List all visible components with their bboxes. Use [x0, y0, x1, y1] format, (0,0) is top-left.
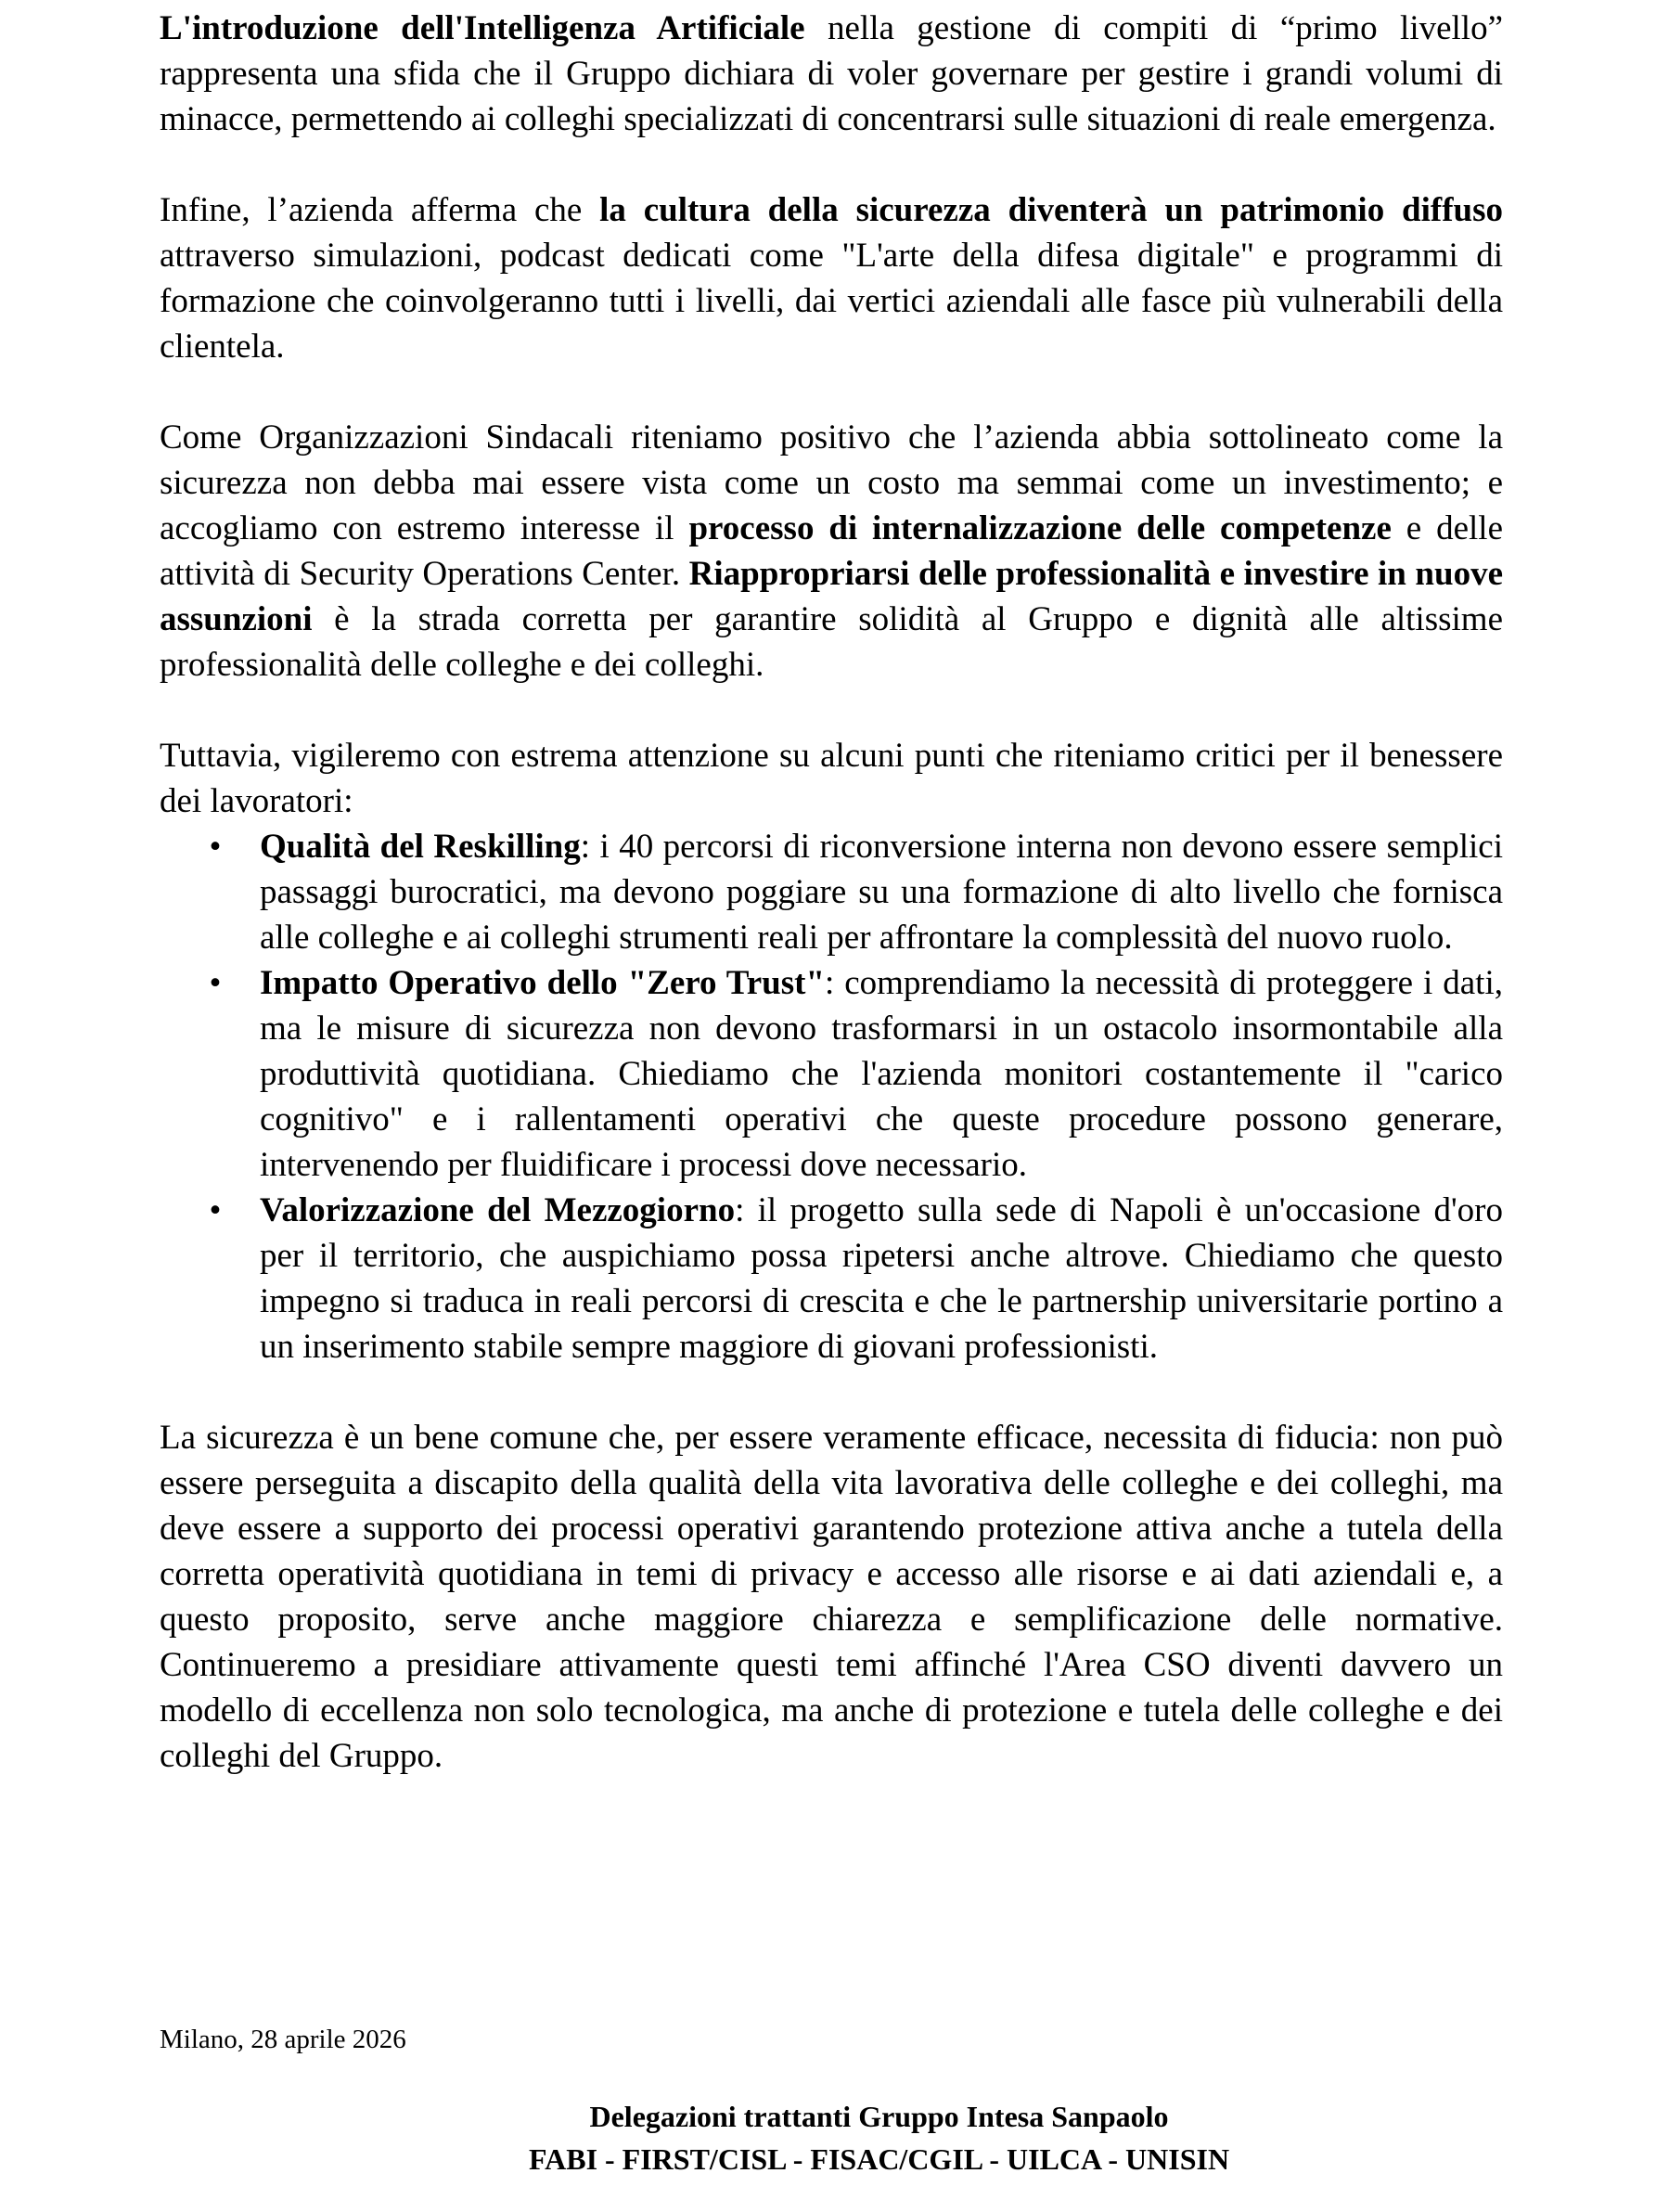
paragraph-text: Come Organizzazioni Sindacali riteniamo positivo che l’azienda abbia sottolineato come la sicurezza non debba mai essere vista come un costo ma semmai come un investimento; e accogliamo con estremo interesse il [160, 418, 1503, 547]
bold-phrase: la cultura della sicurezza diventerà un patrimonio diffuso [599, 191, 1503, 229]
list-item-text: : il progetto sulla sede di Napoli è un'occasione d'oro per il territorio, che auspichiamo possa ripetersi anche altrove. Chiediamo che questo impegno si traduca in reali percorsi di crescita e che le partnership universitarie portino a un inserimento stabile sempre maggiore di giovani professionisti. [260, 1191, 1503, 1366]
bullet-icon: • [209, 964, 222, 1002]
paragraph-text: La sicurezza è un bene comune che, per essere veramente efficace, necessita di fiducia: non può essere perseguita a discapito della qualità della vita lavorativa delle colleghe e dei colleghi, ma deve essere a supporto dei processi operativi garantendo protezione attiva anche a tutela della corretta operatività quotidiana in temi di privacy e accesso alle risorse e ai dati aziendali e, a questo proposito, serve anche maggiore chiarezza e semplificazione delle normative. Continueremo a presidiare attivamente questi temi affinché l'Area CSO diventi davvero un modello di eccellenza non solo tecnologica, ma anche di protezione e tutela delle colleghe e dei colleghi del Gruppo. [160, 1419, 1503, 1775]
signature-delegations: Delegazioni trattanti Gruppo Intesa Sanpaolo [589, 2100, 1169, 2133]
list-item-title: Qualità del Reskilling [260, 828, 581, 866]
bold-lead: L'introduzione dell'Intelligenza Artificiale [160, 9, 805, 47]
paragraph-text: Tuttavia, vigileremo con estrema attenzione su alcuni punti che riteniamo critici per il benessere dei lavoratori: [160, 737, 1503, 820]
list-item-mezzogiorno [160, 1188, 1503, 1370]
bold-phrase: Riappropriarsi delle professionalità e investire in nuove assunzioni [160, 555, 1503, 638]
list-item-title: Valorizzazione del Mezzogiorno [260, 1191, 736, 1229]
paragraph-ai-intro [160, 6, 1503, 142]
list-item-title: Impatto Operativo dello "Zero Trust" [260, 964, 825, 1002]
signature-unions: FABI - FIRST/CISL - FISAC/CGIL - UILCA - UNISIN [528, 2142, 1230, 2176]
list-item-text: : i 40 percorsi di riconversione interna non devono essere semplici passaggi burocratici, ma devono poggiare su una formazione di alto livello che fornisca alle colleghe e ai colleghi strumenti reali per affrontare la complessità del nuovo ruolo. [260, 828, 1503, 957]
bullet-icon: • [209, 828, 222, 866]
critical-points-list [160, 824, 1503, 1370]
paragraph-text: nella gestione di compiti di “primo livello” rappresenta una sfida che il Gruppo dichiara di voler governare per gestire i grandi volumi di minacce, permettendo ai colleghi specializzati di concentrarsi sulle situazioni di reale emergenza. [160, 9, 1504, 138]
paragraph-text: Infine, l’azienda afferma che [160, 191, 600, 229]
paragraph-text: e delle attività di Security Operations Center. [160, 509, 1503, 593]
list-item-text: : comprendiamo la necessità di proteggere i dati, ma le misure di sicurezza non devono trasformarsi in un ostacolo insormontabile alla produttività quotidiana. Chiediamo che l'azienda monitori costantemente il "carico cognitivo" e i rallentamenti operativi che queste procedure possono generare, intervenendo per fluidificare i processi dove necessario. [260, 964, 1503, 1184]
paragraph-conclusion [160, 1415, 1503, 1779]
bold-phrase: processo di internalizzazione delle competenze [688, 509, 1392, 547]
paragraph-text: è la strada corretta per garantire solidità al Gruppo e dignità alle altissime professionalità delle colleghe e dei colleghi. [160, 600, 1503, 684]
paragraph-unions-position [160, 415, 1503, 688]
bullet-icon: • [209, 1191, 222, 1229]
paragraph-security-culture [160, 187, 1503, 369]
signature-block [0, 2095, 1656, 2180]
list-item-reskilling [160, 824, 1503, 960]
document-body [160, 6, 1503, 1824]
paragraph-critical-points-intro [160, 733, 1503, 824]
paragraph-text: attraverso simulazioni, podcast dedicati come "L'arte della difesa digitale" e programmi di formazione che coinvolgeranno tutti i livelli, dai vertici aziendali alle fasce più vulnerabili della clientela. [160, 237, 1503, 366]
document-date: Milano, 28 aprile 2026 [160, 2025, 406, 2054]
list-item-zero-trust [160, 960, 1503, 1188]
